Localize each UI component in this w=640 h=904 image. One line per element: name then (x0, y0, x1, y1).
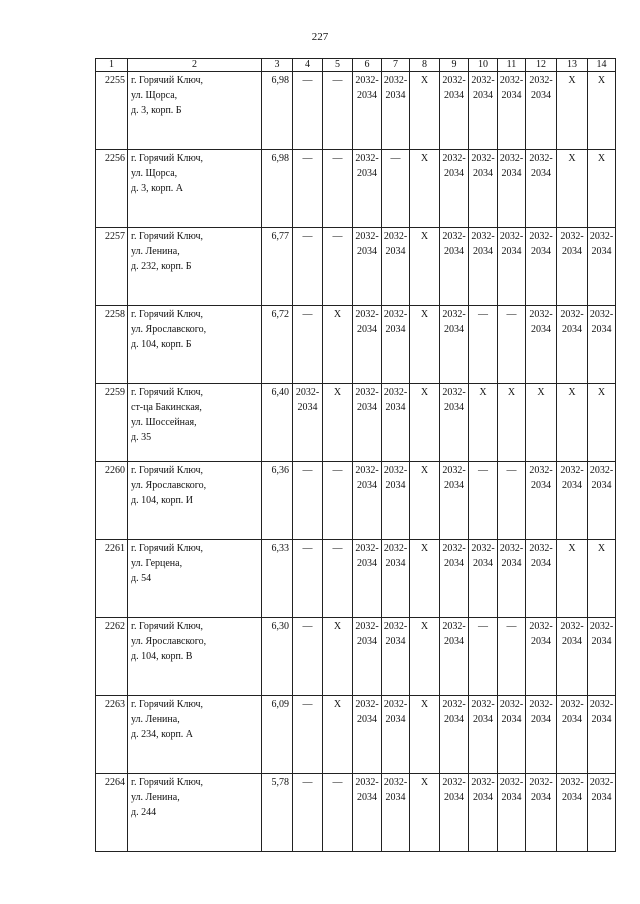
address-line: г. Горячий Ключ, (131, 387, 203, 398)
schedule-cell: 2032- 2034 (526, 462, 557, 540)
table-row (96, 384, 616, 462)
schedule-cell: 2032- 2034 (588, 228, 616, 306)
schedule-cell: X (469, 384, 498, 462)
schedule-cell: 2032- 2034 (382, 72, 410, 150)
schedule-cell: X (410, 306, 440, 384)
schedule-cell: X (498, 384, 526, 462)
schedule-cell: — (293, 618, 323, 696)
row-number: 2260 (96, 462, 128, 540)
schedule-cell: 2032- 2034 (353, 540, 382, 618)
schedule-cell: 2032- 2034 (588, 306, 616, 384)
area-value: 5,78 (262, 774, 293, 852)
schedule-cell: 2032- 2034 (382, 696, 410, 774)
schedule-cell: — (293, 774, 323, 852)
schedule-cell: 2032- 2034 (526, 774, 557, 852)
area-value: 6,98 (262, 150, 293, 228)
column-number: 14 (588, 59, 616, 72)
address-line: ул. Ярославского, (131, 480, 207, 491)
address-line: ул. Ленина, (131, 792, 180, 803)
page-number: 227 (311, 31, 329, 43)
schedule-cell: — (469, 462, 498, 540)
schedule-cell: 2032- 2034 (440, 306, 469, 384)
schedule-cell: — (293, 462, 323, 540)
address-line: г. Горячий Ключ, (131, 777, 203, 788)
schedule-cell: X (410, 696, 440, 774)
schedule-cell: X (410, 618, 440, 696)
schedule-cell: — (323, 540, 353, 618)
schedule-cell: 2032- 2034 (440, 618, 469, 696)
schedule-table (95, 58, 616, 852)
schedule-cell: — (293, 150, 323, 228)
schedule-cell: 2032- 2034 (557, 696, 588, 774)
schedule-cell: 2032- 2034 (469, 72, 498, 150)
schedule-cell: X (410, 462, 440, 540)
schedule-cell: X (323, 306, 353, 384)
address-line: д. 35 (131, 432, 152, 443)
table-row (96, 228, 616, 306)
schedule-cell: — (323, 150, 353, 228)
address-line: ул. Ленина, (131, 246, 180, 257)
address-line: ст-ца Бакинская, (131, 402, 202, 413)
schedule-cell: X (323, 618, 353, 696)
schedule-cell: — (382, 150, 410, 228)
schedule-cell: 2032- 2034 (526, 540, 557, 618)
address-line: ул. Ленина, (131, 714, 180, 725)
schedule-cell: 2032- 2034 (440, 72, 469, 150)
schedule-cell: 2032- 2034 (557, 774, 588, 852)
schedule-cell: 2032- 2034 (588, 462, 616, 540)
schedule-cell: 2032- 2034 (588, 618, 616, 696)
schedule-cell: — (498, 618, 526, 696)
address-line: ул. Ярославского, (131, 324, 207, 335)
schedule-cell: X (557, 384, 588, 462)
address-line: г. Горячий Ключ, (131, 699, 203, 710)
schedule-cell: 2032- 2034 (526, 72, 557, 150)
table-row (96, 306, 616, 384)
area-value: 6,30 (262, 618, 293, 696)
schedule-cell: 2032- 2034 (353, 774, 382, 852)
schedule-cell: 2032- 2034 (382, 774, 410, 852)
schedule-cell: 2032- 2034 (440, 540, 469, 618)
row-number: 2262 (96, 618, 128, 696)
schedule-cell: — (293, 306, 323, 384)
address-line: д. 244 (131, 807, 157, 818)
address-line: г. Горячий Ключ, (131, 75, 203, 86)
schedule-cell: 2032- 2034 (353, 150, 382, 228)
column-number: 2 (128, 59, 262, 72)
schedule-cell: 2032- 2034 (526, 696, 557, 774)
address-cell (128, 618, 262, 696)
schedule-cell: 2032- 2034 (353, 618, 382, 696)
table-row (96, 72, 616, 150)
column-number: 11 (498, 59, 526, 72)
schedule-cell: X (588, 150, 616, 228)
schedule-cell: 2032- 2034 (498, 774, 526, 852)
schedule-cell: 2032- 2034 (382, 384, 410, 462)
schedule-cell: 2032- 2034 (526, 306, 557, 384)
schedule-cell: 2032- 2034 (440, 228, 469, 306)
schedule-cell: — (323, 72, 353, 150)
schedule-cell: 2032- 2034 (588, 696, 616, 774)
address-line: д. 234, корп. А (131, 729, 194, 740)
schedule-cell: 2032- 2034 (557, 306, 588, 384)
schedule-cell: — (323, 228, 353, 306)
schedule-cell: X (588, 384, 616, 462)
schedule-cell: 2032- 2034 (588, 774, 616, 852)
address-line: г. Горячий Ключ, (131, 153, 203, 164)
column-number: 8 (410, 59, 440, 72)
address-line: ул. Щорса, (131, 90, 178, 101)
schedule-cell: 2032- 2034 (498, 150, 526, 228)
schedule-cell: 2032- 2034 (469, 228, 498, 306)
schedule-cell: X (526, 384, 557, 462)
schedule-cell: 2032- 2034 (469, 696, 498, 774)
schedule-cell: X (557, 72, 588, 150)
schedule-cell: 2032- 2034 (293, 384, 323, 462)
schedule-cell: X (410, 774, 440, 852)
column-number: 12 (526, 59, 557, 72)
schedule-cell: 2032- 2034 (557, 618, 588, 696)
row-number: 2264 (96, 774, 128, 852)
schedule-cell: X (410, 72, 440, 150)
schedule-cell: 2032- 2034 (353, 462, 382, 540)
schedule-cell: 2032- 2034 (353, 384, 382, 462)
row-number: 2259 (96, 384, 128, 462)
address-line: ул. Шоссейная, (131, 417, 197, 428)
area-value: 6,40 (262, 384, 293, 462)
row-number: 2261 (96, 540, 128, 618)
address-line: д. 54 (131, 573, 152, 584)
table-row (96, 540, 616, 618)
column-number: 3 (262, 59, 293, 72)
schedule-cell: X (557, 540, 588, 618)
schedule-cell: 2032- 2034 (469, 150, 498, 228)
table-row (96, 150, 616, 228)
address-cell (128, 150, 262, 228)
schedule-cell: 2032- 2034 (526, 618, 557, 696)
area-value: 6,33 (262, 540, 293, 618)
address-line: ул. Ярославского, (131, 636, 207, 647)
schedule-cell: 2032- 2034 (498, 540, 526, 618)
schedule-cell: X (588, 540, 616, 618)
schedule-cell: — (469, 618, 498, 696)
address-cell (128, 72, 262, 150)
address-line: г. Горячий Ключ, (131, 465, 203, 476)
column-number: 6 (353, 59, 382, 72)
schedule-cell: 2032- 2034 (353, 72, 382, 150)
schedule-cell: 2032- 2034 (498, 696, 526, 774)
address-cell (128, 228, 262, 306)
table-row (96, 774, 616, 852)
schedule-cell: 2032- 2034 (469, 774, 498, 852)
schedule-cell: — (293, 540, 323, 618)
schedule-cell: 2032- 2034 (498, 228, 526, 306)
schedule-cell: 2032- 2034 (382, 540, 410, 618)
address-line: ул. Щорса, (131, 168, 178, 179)
address-line: г. Горячий Ключ, (131, 231, 203, 242)
column-number: 10 (469, 59, 498, 72)
column-number: 13 (557, 59, 588, 72)
column-number: 4 (293, 59, 323, 72)
schedule-cell: X (323, 696, 353, 774)
schedule-cell: — (323, 774, 353, 852)
schedule-cell: 2032- 2034 (440, 384, 469, 462)
schedule-cell: 2032- 2034 (469, 540, 498, 618)
schedule-cell: 2032- 2034 (557, 228, 588, 306)
column-number: 7 (382, 59, 410, 72)
schedule-cell: 2032- 2034 (526, 228, 557, 306)
address-cell (128, 384, 262, 462)
area-value: 6,98 (262, 72, 293, 150)
table-row (96, 696, 616, 774)
schedule-cell: X (588, 72, 616, 150)
schedule-cell: 2032- 2034 (440, 462, 469, 540)
schedule-cell: 2032- 2034 (382, 462, 410, 540)
schedule-cell: 2032- 2034 (353, 696, 382, 774)
schedule-cell: X (323, 384, 353, 462)
address-line: г. Горячий Ключ, (131, 621, 203, 632)
table-row (96, 462, 616, 540)
schedule-cell: X (557, 150, 588, 228)
area-value: 6,36 (262, 462, 293, 540)
schedule-cell: 2032- 2034 (440, 696, 469, 774)
row-number: 2258 (96, 306, 128, 384)
schedule-cell: — (293, 696, 323, 774)
schedule-cell: 2032- 2034 (353, 228, 382, 306)
schedule-cell: 2032- 2034 (382, 228, 410, 306)
schedule-cell: 2032- 2034 (526, 150, 557, 228)
schedule-cell: — (498, 306, 526, 384)
address-line: д. 232, корп. Б (131, 261, 192, 272)
address-line: д. 3, корп. А (131, 183, 184, 194)
row-number: 2256 (96, 150, 128, 228)
schedule-cell: 2032- 2034 (440, 774, 469, 852)
address-cell (128, 540, 262, 618)
address-line: г. Горячий Ключ, (131, 543, 203, 554)
schedule-cell: 2032- 2034 (382, 306, 410, 384)
address-line: д. 104, корп. В (131, 651, 193, 662)
address-cell (128, 306, 262, 384)
row-number: 2257 (96, 228, 128, 306)
schedule-cell: — (469, 306, 498, 384)
column-number: 1 (96, 59, 128, 72)
column-number: 5 (323, 59, 353, 72)
schedule-cell: 2032- 2034 (353, 306, 382, 384)
schedule-cell: — (498, 462, 526, 540)
schedule-cell: 2032- 2034 (557, 462, 588, 540)
schedule-cell: 2032- 2034 (382, 618, 410, 696)
table-row (96, 618, 616, 696)
schedule-cell: 2032- 2034 (498, 72, 526, 150)
address-line: ул. Герцена, (131, 558, 183, 569)
area-value: 6,77 (262, 228, 293, 306)
schedule-cell: X (410, 540, 440, 618)
area-value: 6,72 (262, 306, 293, 384)
address-cell (128, 696, 262, 774)
address-line: д. 104, корп. И (131, 495, 194, 506)
schedule-cell: — (293, 228, 323, 306)
address-line: г. Горячий Ключ, (131, 309, 203, 320)
row-number: 2255 (96, 72, 128, 150)
schedule-cell: — (293, 72, 323, 150)
column-number-row (96, 59, 616, 72)
address-cell (128, 462, 262, 540)
schedule-cell: — (323, 462, 353, 540)
schedule-cell: X (410, 384, 440, 462)
row-number: 2263 (96, 696, 128, 774)
schedule-cell: 2032- 2034 (440, 150, 469, 228)
address-line: д. 104, корп. Б (131, 339, 192, 350)
schedule-cell: X (410, 228, 440, 306)
address-line: д. 3, корп. Б (131, 105, 182, 116)
area-value: 6,09 (262, 696, 293, 774)
schedule-cell: X (410, 150, 440, 228)
column-number: 9 (440, 59, 469, 72)
address-cell (128, 774, 262, 852)
